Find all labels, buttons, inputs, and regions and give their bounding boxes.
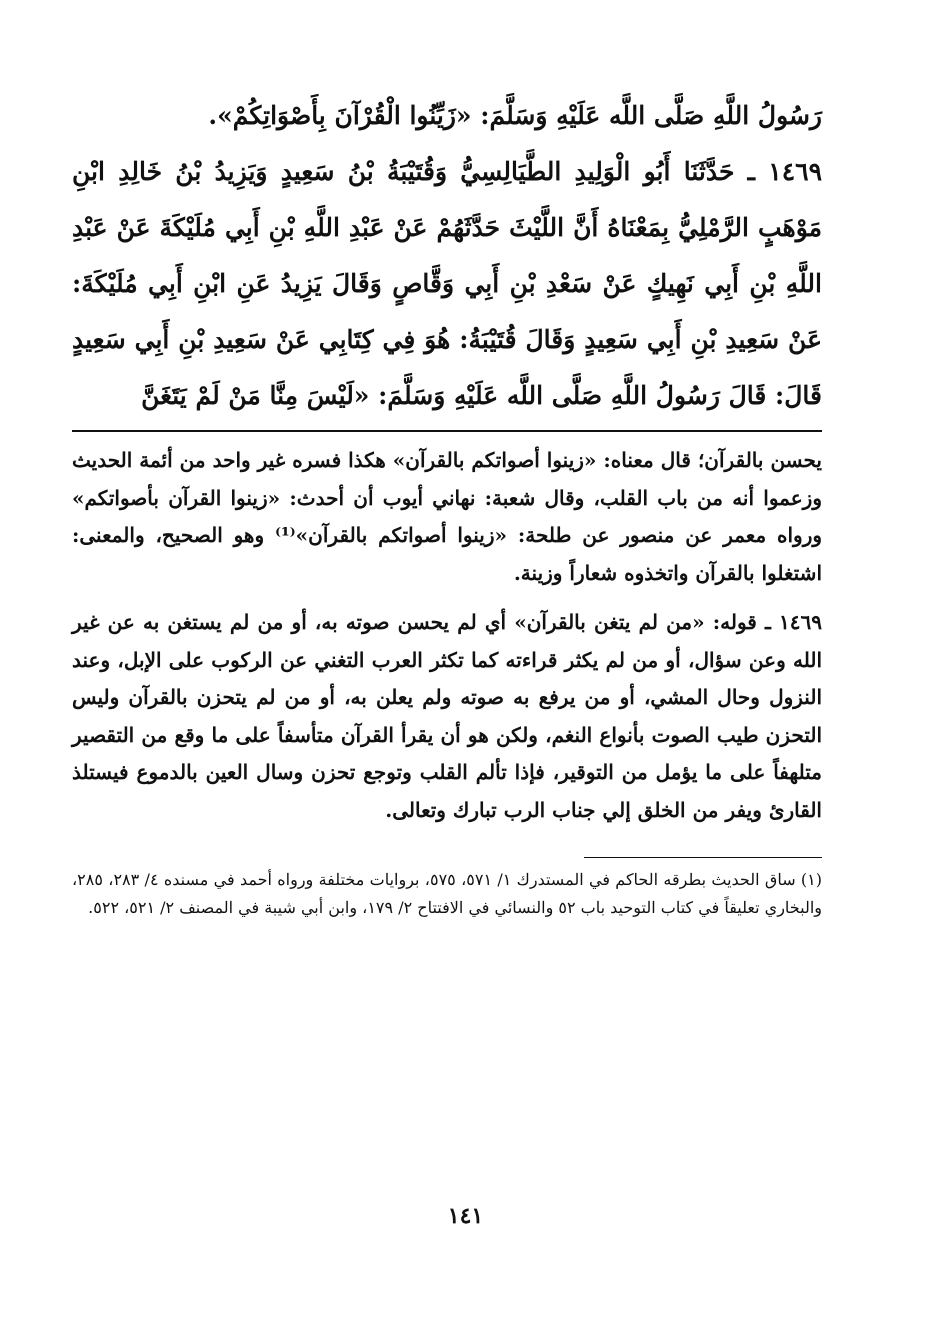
footnotes [72,866,822,922]
footnote-item: (١) ساق الحديث بطرقه الحاكم في المستدرك ١/ ٥٧١، ٥٧٥، بروايات مختلفة ورواه أحمد في مسنده ٤/ ٢٨٣، ٢٨٥، والبخاري تعليقاً في كتاب التوحيد باب ٥٢ والنسائي في الافتتاح ٢/ ١٧٩، وابن أبي شيبة في المصنف ٢/ ٥٢١، ٥٢٢. [72,870,823,917]
hadith-paragraph: ١٤٦٩ ـ حَدَّثَنَا أَبُو الْوَلِيدِ الطَّيَالِسِيُّ وَقُتَيْبَةُ بْنُ سَعِيدٍ وَيَزِيدُ بْنُ خَالِدِ ابْنِ مَوْهَبٍ الرَّمْلِيُّ بِمَعْنَاهُ أَنَّ اللَّيْثَ حَدَّثَهُمْ عَنْ عَبْدِ اللَّهِ بْنِ أَبِي مُلَيْكَةَ عَنْ عَبْدِ اللَّهِ بْنِ أَبِي نَهِيكٍ عَنْ سَعْدِ بْنِ أَبِي وَقَّاصٍ وَقَالَ يَزِيدُ عَنِ ابْنِ أَبِي مُلَيْكَةَ: عَنْ سَعِيدِ بْنِ أَبِي سَعِيدٍ وَقَالَ قُتَيْبَةُ: هُوَ فِي كِتَابِي عَنْ سَعِيدِ بْنِ أَبِي سَعِيدٍ قَالَ: قَالَ رَسُولُ اللَّهِ صَلَّى اللَّه عَلَيْهِ وَسَلَّمَ: «لَيْسَ مِنَّا مَنْ لَمْ يَتَغَنَّ [72,157,822,410]
footnote-divider [584,857,822,858]
commentary-paragraph: يحسن بالقرآن؛ قال معناه: «زينوا أصواتكم بالقرآن» هكذا فسره غير واحد من أئمة الحديث وزعموا أنه من باب القلب، وقال شعبة: نهاني أيوب أن أحدث: «زينوا القرآن بأصواتكم» ورواه معمر عن منصور عن طلحة: «زينوا أصواتكم بالقرآن»⁽¹⁾ وهو الصحيح، والمعنى: اشتغلوا بالقرآن واتخذوه شعاراً وزينة. [72,448,823,585]
commentary-paragraph: ١٤٦٩ ـ قوله: «من لم يتغن بالقرآن» أي لم يحسن صوته به، أو من لم يستغن به عن غير الله وعن سؤال، أو من لم يكثر قراءته كما تكثر العرب التغني عن الركوب على الإبل، وعند النزول وحال المشي، أو من يرفع به صوته ولم يعلن به، أو من لم يتحزن بالقرآن وليس التحزن طيب الصوت بأنواع النغم، ولكن هو أن يقرأ القرآن متأسفاً على ما وقع من التقصير متلهفاً على ما يؤمل من التوقير، فإذا تألم القلب وتوجع تحزن وسال العين بالدموع فيستلذ القارئ ويفر من الخلق إلي جناب الرب تبارك وتعالى. [72,610,822,822]
page-body [72,88,822,922]
commentary-text [72,442,822,829]
text-commentary-divider [72,430,822,432]
hadith-text [72,88,822,424]
page-number: ١٤١ [447,1203,484,1229]
hadith-paragraph: رَسُولُ اللَّهِ صَلَّى اللَّه عَلَيْهِ وَسَلَّمَ: «زَيِّنُوا الْقُرْآنَ بِأَصْوَاتِكُمْ». [208,101,822,130]
